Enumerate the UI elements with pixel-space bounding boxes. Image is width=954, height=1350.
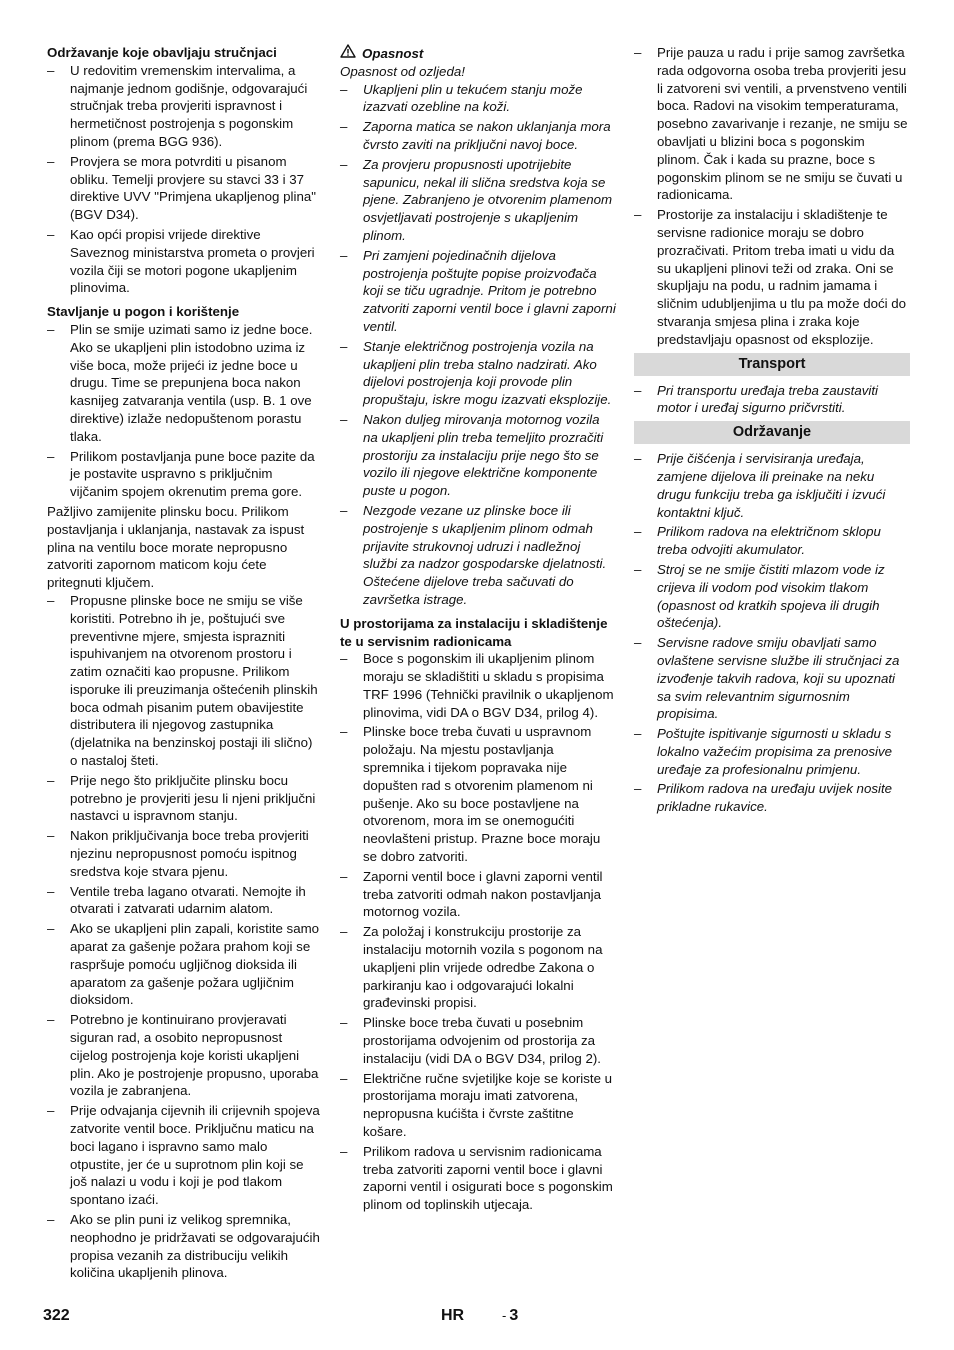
language-code: HR	[441, 1307, 465, 1324]
list-item: – Provjera se mora potvrditi u pisanom obliku. Temelji provjere su stavci 33 i 37 direktive UVV "Primjena ukapljenog plina" (BGV D34).	[47, 153, 321, 224]
list-item: – Stanje električnog postrojenja vozila na ukapljeni plin treba stalno nadzirati. Ako dijelovi postrojenja koji provode plin propuštaju, iskre mogu izazvati eksplozije.	[340, 338, 616, 409]
list-item: – Prije nego što priključite plinsku bocu potrebno je provjeriti jesu li njeni priključni nastavci u ispravnom stanju.	[47, 772, 321, 825]
list-item: – Nezgode vezane uz plinske boce ili postrojenje s ukapljenim plinom odmah prijavite strukovnoj udruzi i nadležnoj službi za nadzor gospodarske djelatnosti. Oštećene dijelove treba sačuvati do završetka istrage.	[340, 502, 616, 609]
section-band-maintenance: Održavanje	[634, 421, 910, 444]
sub-page-value: 3	[509, 1307, 519, 1324]
list-item: – Za položaj i konstrukciju prostorije za instalaciju motornih vozila s pogonom na ukapljeni plin vrijede odredbe Zakona o parkiranju kao i odgovarajući lokalni građevinski propisi.	[340, 923, 616, 1012]
section-band-transport: Transport	[634, 353, 910, 376]
list-item: – Prije odvajanja cijevnih ili crijevnih spojeva zatvorite ventil boce. Priključnu maticu na boci lagano i ispravno samo malo otpustite, jer će u suprotnom plin koji se još nalazi u vodu i koji je pod tlakom spontano izaći.	[47, 1102, 321, 1209]
list-item: – Propusne plinske boce ne smiju se više koristiti. Potrebno ih je, poštujući sve preventivne mjere, smjesta isprazniti ispuhivanjem na otvorenom prostoru i zatim označiti kao propusne. Prilikom isporuke ili preuzimanja oštećenih plinskih boca odmah pisanim putem obavijestite distributera ili njegovog zastupnika (djelatnika na benzinskoj postaji ili slično) o nastaloj šteti.	[47, 592, 321, 770]
list-item: – Prije čišćenja i servisiranja uređaja, zamjene dijelova ili preinake na neku drugu funkciju treba ga isključiti i izvući kontaktni ključ.	[634, 450, 910, 521]
list-item: – Ako se plin puni iz velikog spremnika, neophodno je pridržavati se odgovarajućih propisa vezanih za distribuciju velikih količina ukapljenih plinova.	[47, 1211, 321, 1282]
operation-list	[47, 321, 321, 501]
list-item: – Potrebno je kontinuirano provjeravati siguran rad, a osobito nepropusnost cijelog postrojenja koje koristi ukapljeni plin. Ako je postrojenje propusno, uporaba vozila je zabranjena.	[47, 1011, 321, 1100]
cylinder-list	[47, 592, 321, 1282]
list-item: – Prostorije za instalaciju i skladištenje te servisne radionice moraju se dobro prozračivati. Pritom treba imati u vidu da su ukapljeni plinovi teži od zraka. Oni se skupljaju na podu, u radnim jamama i sličnim udubljenjima u tlu pa može doći do stvaranja smjesa plina i zraka koje predstavljaju opasnost od eksplozije.	[634, 206, 910, 348]
list-item: – Pri zamjeni pojedinačnih dijelova postrojenja poštujte popise proizvođača koji se tiču ugradnje. Pritom je potrebno zatvoriti zaporni ventil boce i glavni zaporni ventil.	[340, 247, 616, 336]
installation-rooms-list	[340, 650, 616, 1214]
heading-installation-rooms: U prostorijama za instalaciju i skladištenje te u servisnim radionicama	[340, 615, 608, 649]
column-middle	[340, 44, 616, 1216]
list-item: – Poštujte ispitivanje sigurnosti u skladu s lokalno važećim propisima za prenosive uređaje za profesionalnu primjenu.	[634, 725, 910, 778]
list-item: – U redovitim vremenskim intervalima, a najmanje jednom godišnje, odgovarajući stručnjak treba provjeriti ispravnost i hermetičnost postrojenja s pogonskim plinom (prema BGG 936).	[47, 62, 321, 151]
page-number: 322	[43, 1307, 70, 1324]
list-item: – Zaporna matica se nakon uklanjanja mora čvrsto zaviti na priključni navoj boce.	[340, 118, 616, 154]
list-item: – Prilikom radova na električnom sklopu treba odvojiti akumulator.	[634, 523, 910, 559]
list-item: – Prilikom postavljanja pune boce pazite da je postavite uspravno s priključnim vijčanim spojem okrenutim prema gore.	[47, 448, 321, 501]
list-item: – Zaporni ventil boce i glavni zaporni ventil treba zatvoriti odmah nakon postavljanja motornog vozila.	[340, 868, 616, 921]
list-item: – Kao opći propisi vrijede direktive Saveznog ministarstva prometa o provjeri vozila čiji se motori pogone ukapljenim plinovima.	[47, 226, 321, 297]
warning-triangle-icon	[340, 44, 362, 63]
heading-operation: Stavljanje u pogon i korištenje	[47, 304, 240, 320]
list-item: – Plin se smije uzimati samo iz jedne boce. Ako se ukapljeni plin istodobno uzima iz više boca, može prijeći iz jedne boce u drugu. Time se prepunjena boca nakon kasnijeg zatvaranja ventila (usp. B. 1 ove direktive) izlaže nedopuštenom porastu tlaka.	[47, 321, 321, 446]
list-item: – Električne ručne svjetiljke koje se koriste u prostorijama moraju imati zatvorena, nepropusna kućišta i čvrste zaštitne košare.	[340, 1070, 616, 1141]
list-item: – Za provjeru propusnosti upotrijebite sapunicu, nekal ili slična sredstva koja se pjene. Zabranjeno je otvorenim plamenom osvjetljavati postrojenje s ukapljenim plinom.	[340, 156, 616, 245]
expert-maintenance-list	[47, 62, 321, 297]
list-item: – Plinske boce treba čuvati u posebnim prostorijama odvojenim od prostorija za instalaciju (vidi DA o BGV D34, prilog 2).	[340, 1014, 616, 1067]
list-item: – Prilikom radova u servisnim radionicama treba zatvoriti zaporni ventil boce i glavni zaporni ventil i osigurati boce s pogonskim plinom od toplinskih utjecaja.	[340, 1143, 616, 1214]
list-item: – Nakon priključivanja boce treba provjeriti njezinu nepropusnost pomoću ispitnog sredstva koje stvara pjenu.	[47, 827, 321, 880]
workshop-list	[634, 44, 910, 349]
maintenance-list	[634, 450, 910, 816]
warning-header	[340, 44, 616, 63]
sub-page-number	[502, 1307, 518, 1325]
warning-subtitle: Opasnost od ozljeda!	[340, 63, 465, 79]
warning-title: Opasnost	[362, 45, 424, 61]
column-left	[47, 44, 321, 1284]
list-item: – Pri transportu uređaja treba zaustaviti motor i uređaj sigurno pričvrstiti.	[634, 382, 910, 418]
list-item: – Prije pauza u radu i prije samog završetka rada odgovorna osoba treba provjeriti jesu li zatvoreni svi ventili, a prvenstveno ventili boca. Radovi na visokim temperaturama, posebno zavarivanje i rezanje, ne smiju se obavljati u blizini boca s pogonskim plinom. Čak i kada su prazne, boce s pogonskim plinom se ne smiju se čuvati u radionicama.	[634, 44, 910, 204]
list-item: – Nakon duljeg mirovanja motornog vozila na ukapljeni plin treba temeljito prozračiti prostoriju za instalaciju prije nego što se vozilo ili njegove električne komponente puste u pogon.	[340, 411, 616, 500]
list-item: – Plinske boce treba čuvati u uspravnom položaju. Na mjestu postavljanja spremnika i tijekom popravaka nije dopušten rad s otvorenim plamenom ni pušenje. Ako su boce postavljene na otvorenom, mora im se onemogućiti neovlašteni pristup. Prazne boce moraju se dobro zatvoriti.	[340, 723, 616, 865]
column-right	[634, 44, 910, 818]
list-item: – Ukapljeni plin u tekućem stanju može izazvati ozebline na koži.	[340, 81, 616, 117]
list-item: – Ako se ukapljeni plin zapali, koristite samo aparat za gašenje požara prahom koji se raspršuje pomoću ugljičnog dioksida ili aparatom za gašenje požara ugljičnim dioksidom.	[47, 920, 321, 1009]
page-dash: -	[502, 1308, 507, 1323]
list-item: – Ventile treba lagano otvarati. Nemojte ih otvarati i zatvarati udarnim alatom.	[47, 883, 321, 919]
transport-list	[634, 382, 910, 418]
list-item: – Servisne radove smiju obavljati samo ovlaštene servisne službe ili stručnjaci za izvođenje takvih radova, koji su upoznati sa svim relevantnim sigurnosnim propisima.	[634, 634, 910, 723]
list-item: – Stroj se ne smije čistiti mlazom vode iz crijeva ili vodom pod visokim tlakom (opasnost od kratkih spojeva ili drugih oštećenja).	[634, 561, 910, 632]
heading-expert-maintenance: Održavanje koje obavljaju stručnjaci	[47, 45, 277, 60]
warning-list	[340, 81, 616, 609]
list-item: – Prilikom radova na uređaju uvijek nosite prikladne rukavice.	[634, 780, 910, 816]
list-item: – Boce s pogonskim ili ukapljenim plinom moraju se skladištiti u skladu s propisima TRF 1996 (Tehnički pravilnik o ukapljenom plinovima, vidi DA o BGV D34, prilog 4).	[340, 650, 616, 721]
paragraph-cylinder-change: Pažljivo zamijenite plinsku bocu. Prilikom postavljanja i uklanjanja, nastavak za ispust plina na ventilu boce morate nepropusno zatvoriti zapornom maticom koju ćete pritegnuti ključem.	[47, 503, 305, 591]
